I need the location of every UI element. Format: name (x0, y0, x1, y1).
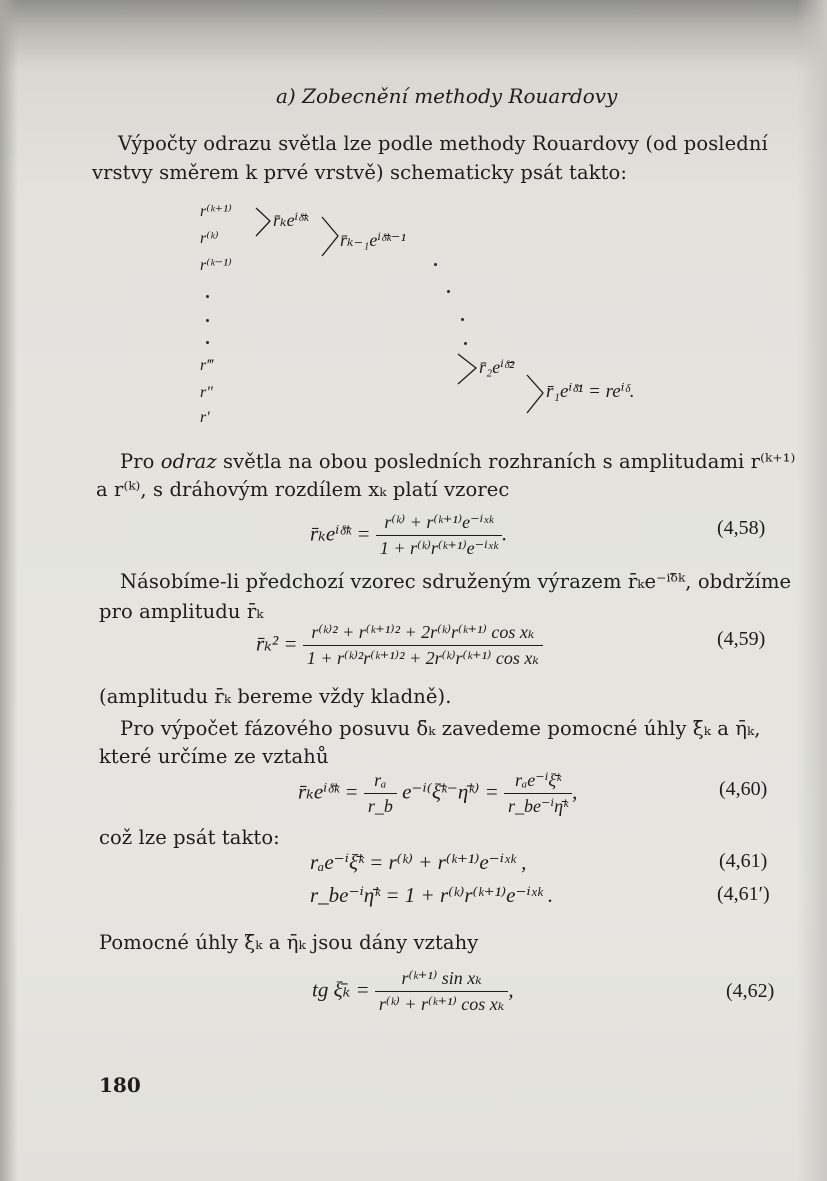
schema-combo-k-minus-1: r̄ₖ₋₁eⁱᵟ̄ᵏ⁻¹ (340, 230, 406, 250)
para-coz: což lze psát takto: (99, 826, 280, 849)
schema-combo-1: r̄₁eⁱᵟ̄¹ = reⁱᵟ. (546, 381, 635, 402)
schema-dot (434, 263, 437, 266)
eq-4-60-f2-numerator: rₐe⁻ⁱξ̄ᵏ (504, 770, 572, 794)
equation-4-62: tg ξ̄ₖ = $\frac{\text{r⁽ᵏ⁺¹⁾ sin xₖ}}{\text{r⁽ᵏ⁾ + r⁽ᵏ⁺¹⁾ cos xₖ}}$ , (312, 968, 514, 1014)
schema-dot (447, 290, 450, 293)
schema-dot (206, 341, 209, 344)
equation-4-60: r̄ₖeⁱᵟ̄ᵏ = $\frac{\text{rₐ}}{r\_b}$ e⁻ⁱ⁽ξ̄ᵏ⁻η̄ᵏ⁾ = $\frac{\text{rₐe⁻ⁱξ̄ᵏ}}{\text{r\_be⁻ⁱη̄ᵏ}}$ , (298, 770, 578, 816)
page-number: 180 (99, 1073, 141, 1097)
eq-4-59-numerator: r⁽ᵏ⁾² + r⁽ᵏ⁺¹⁾² + 2r⁽ᵏ⁾r⁽ᵏ⁺¹⁾ cos xₖ (303, 622, 543, 646)
para-amplitudu: (amplitudu r̄ₖ bereme vždy kladně). (99, 685, 452, 708)
equation-4-59: r̄ₖ² = $\frac{\text{r⁽ᵏ⁾² + r⁽ᵏ⁺¹⁾² + 2r⁽ᵏ⁾r⁽ᵏ⁺¹⁾ cos xₖ}}{\text{1 + r⁽ᵏ⁾²r⁽ᵏ⁺¹⁾² + 2r⁽ᵏ⁾r⁽ᵏ⁺¹⁾ cos xₖ}}$ (256, 622, 543, 669)
equation-4-61-prime: r_be⁻ⁱη̄ᵏ = 1 + r⁽ᵏ⁾r⁽ᵏ⁺¹⁾e⁻ⁱˣᵏ . (310, 883, 554, 907)
schema-r-k: r⁽ᵏ⁾ (200, 230, 219, 247)
schema-r-single: r′ (200, 409, 210, 426)
section-heading: a) Zobecnění methody Rouardovy (276, 84, 618, 108)
schema-r-k-plus-1: r⁽ᵏ⁺¹⁾ (200, 203, 232, 220)
emphasis-odraz: odraz (160, 450, 217, 473)
para-pro-vypocet-line-1: Pro výpočet fázového posuvu δ̄ₖ zavedeme pomocné úhly ξ̄ₖ a η̄ₖ, (120, 717, 761, 740)
schema-r-k-minus-1: r⁽ᵏ⁻¹⁾ (200, 257, 232, 274)
para-pro-vypocet-line-2: které určíme ze vztahů (99, 745, 329, 768)
schema-r-double: r″ (200, 384, 213, 401)
eq-4-60-f2-denominator: r_be⁻ⁱη̄ᵏ (508, 796, 569, 816)
eq-4-60-f1-numerator: rₐ (364, 770, 397, 794)
intro-line-2: vrstvy směrem k prvé vrstvě) schematicky psát takto: (92, 161, 628, 184)
para-pomocne: Pomocné úhly ξ̄ₖ a η̄ₖ jsou dány vztahy (99, 931, 479, 954)
equation-number-4-59: (4,59) (717, 628, 766, 650)
equation-number-4-61-prime: (4,61′) (717, 883, 770, 905)
eq-4-58-denominator: 1 + r⁽ᵏ⁾r⁽ᵏ⁺¹⁾e⁻ⁱˣᵏ (379, 538, 498, 558)
equation-4-61: rₐe⁻ⁱξ̄ᵏ = r⁽ᵏ⁾ + r⁽ᵏ⁺¹⁾e⁻ⁱˣᵏ , (310, 850, 527, 874)
schema-r-triple: r‴ (200, 357, 213, 374)
equation-number-4-62: (4,62) (726, 980, 775, 1002)
schema-dot (206, 295, 209, 298)
eq-4-59-denominator: 1 + r⁽ᵏ⁾²r⁽ᵏ⁺¹⁾² + 2r⁽ᵏ⁾r⁽ᵏ⁺¹⁾ cos xₖ (306, 648, 539, 668)
eq-4-62-numerator: r⁽ᵏ⁺¹⁾ sin xₖ (375, 968, 508, 992)
equation-number-4-61: (4,61) (719, 850, 768, 872)
equation-4-58: r̄ₖeⁱᵟ̄ᵏ = $\frac{\text{r⁽ᵏ⁾ + r⁽ᵏ⁺¹⁾e⁻ⁱˣᵏ}}{\text{1 + r⁽ᵏ⁾r⁽ᵏ⁺¹⁾e⁻ⁱˣᵏ}}$ . (310, 512, 508, 558)
schema-dot (206, 319, 209, 322)
schema-combo-2: r̄₂eⁱᵟ̄² (479, 357, 515, 377)
para-odraz-line-1: Pro odraz světla na obou posledních rozhraních s amplitudami r⁽ᵏ⁺¹⁾ (120, 450, 796, 473)
eq-4-60-f1-denominator: r_b (367, 796, 393, 816)
schema-dot (464, 342, 467, 345)
para-nasobime-line-2: pro amplitudu r̄ₖ (99, 600, 264, 623)
equation-number-4-60: (4,60) (719, 778, 768, 800)
schema-dot (461, 318, 464, 321)
eq-4-58-numerator: r⁽ᵏ⁾ + r⁽ᵏ⁺¹⁾e⁻ⁱˣᵏ (376, 512, 502, 536)
schema-combo-k: r̄ₖeⁱᵟ̄ᵏ (273, 210, 309, 230)
para-nasobime-line-1: Násobíme-li předchozí vzorec sdruženým výrazem r̄ₖe⁻ⁱᵟ̄ᵏ, obdržíme (120, 570, 792, 593)
eq-4-62-denominator: r⁽ᵏ⁾ + r⁽ᵏ⁺¹⁾ cos xₖ (378, 994, 505, 1014)
para-odraz-line-2: a r⁽ᵏ⁾, s dráhovým rozdílem xₖ platí vzorec (96, 478, 510, 501)
equation-number-4-58: (4,58) (717, 517, 766, 539)
intro-line-1: Výpočty odrazu světla lze podle methody Rouardovy (od poslední (118, 132, 768, 155)
